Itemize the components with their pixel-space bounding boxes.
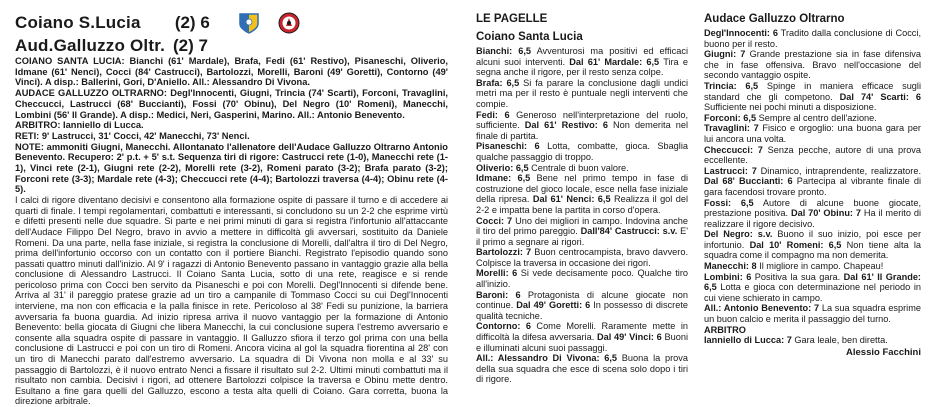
rating-entry <box>704 198 921 230</box>
rating-comment: Gara leale, ben diretta. <box>791 335 888 346</box>
rating-player: Cocci: 7 <box>476 215 513 226</box>
rating-comment: Protagonista di alcune giocate non continue. <box>476 289 688 311</box>
rating-entry <box>476 163 688 174</box>
rating-sub-comment: Tira e segna anche il rigore, per il resto senza colpe. <box>476 56 688 78</box>
rating-entry <box>704 113 921 124</box>
rating-comment: Avventurosi ma positivi ed efficaci alcuni suoi interventi. <box>476 46 688 67</box>
rating-player: Trincia: 6,5 <box>704 80 759 91</box>
rating-sub-comment: Non tiene alta la squadra come il compagno ma non demerita. <box>704 239 921 261</box>
rating-comment: Buono il suo inizio, poi esce per infortunio. <box>704 229 922 250</box>
ratings-home-column <box>476 13 688 398</box>
rating-entry <box>704 81 921 113</box>
rating-entry <box>704 229 921 261</box>
rating-entry <box>476 141 688 162</box>
referee-label: ARBITRO: <box>15 120 61 131</box>
rating-comment: La sua squadra esprime un buon calcio e merita il passaggio del turno. <box>704 303 921 325</box>
rating-sub-player: Dal 49' Goretti: 6 <box>516 300 591 311</box>
rating-player: Pisaneschi: 6 <box>476 141 540 152</box>
rating-entry <box>704 123 921 144</box>
rating-comment: Si vede decisamente poco. Qualche tiro all'inizio. <box>476 268 688 290</box>
rating-sub-player: Dal 70' Obinu: 7 <box>790 208 861 219</box>
rating-player: All.: Antonio Benevento: 7 <box>704 303 820 314</box>
rating-comment: Senza pecche, autore di una prova eccellente. <box>704 144 922 166</box>
rating-player: Manecchi: 8 <box>704 261 757 272</box>
rating-comment: Tradito dalla conclusione di Cocci, buono per il resto. <box>704 28 921 49</box>
rating-sub-player: Dal 61' Nenci: 6,5 <box>532 194 611 205</box>
rating-player: Del Negro: s.v. <box>704 229 773 240</box>
rating-comment: Uno dei migliori in campo. Indovina anche il tiro del primo pareggio. <box>476 215 688 237</box>
rating-entry <box>704 303 921 324</box>
rating-player: All.: Alessandro Di Vivona: 6,5 <box>476 353 618 364</box>
rating-entry <box>704 166 921 198</box>
rating-player: Morelli: 6 <box>476 268 518 279</box>
rating-sub-player: Dal 61' Il Grande: 6,5 <box>704 271 921 293</box>
rating-comment: Si fa parare la conclusione dagli undici metri ma per il resto è puntuale negli interventi che compie. <box>476 77 688 109</box>
rating-player: Fedi: 6 <box>476 109 510 120</box>
lineup-home-label: COIANO SANTA LUCIA: <box>15 56 125 66</box>
rating-player: Bartolozzi: 7 <box>476 247 532 258</box>
rating-player: Oliverio: 6,5 <box>476 162 529 173</box>
galluzzo-crest-icon <box>278 12 300 34</box>
rating-sub-player: Dal 74' Scarti: 6 <box>839 91 921 102</box>
ratings-away-team: Audace Galluzzo Oltrarno <box>704 13 845 25</box>
rating-comment: Centrale di buon valore. <box>528 162 629 173</box>
rating-comment: Il migliore in campo. Chapeau! <box>756 261 884 272</box>
goals-text: 9' Lastrucci, 31' Cocci, 42' Manecchi, 73' Nenci. <box>39 130 250 141</box>
rating-comment: Come Morelli. Raramente mette in difficoltà la difesa avversaria. <box>476 321 688 343</box>
rating-sub-comment: Buoni e illuminati alcuni suoi passaggi. <box>476 332 688 353</box>
rating-entry <box>704 325 921 336</box>
rating-entry <box>704 335 921 346</box>
rating-sub-player: Dal 61' Restivo: 6 <box>524 120 608 131</box>
referee-name: Ianniello di Lucca. <box>60 120 144 131</box>
rating-comment: Bene nel primo tempo in fase di costruzione del gioco locale, esce nella fase iniziale della ripresa. <box>476 173 688 205</box>
ratings-away-list <box>704 28 921 346</box>
rating-sub-comment: Realizza il gol del 2-2 e impatta bene la partita in corso d'opera. <box>476 194 688 215</box>
team2-score: (2) 7 <box>173 36 208 55</box>
rating-entry <box>476 268 688 289</box>
lineup-away <box>15 88 448 120</box>
rating-sub-player: Dal 68' Buccianti: 6 <box>704 176 793 187</box>
ratings-home-list <box>476 46 688 385</box>
ratings-home-team: Coiano Santa Lucia <box>476 31 583 43</box>
match-report <box>15 10 448 407</box>
rating-sub-comment: Ha il merito di realizzare il rigore decisivo. <box>704 208 921 229</box>
rating-entry <box>476 46 688 78</box>
rating-entry <box>476 290 688 322</box>
team2-header <box>15 36 448 56</box>
ratings-title: LE PAGELLE <box>476 13 548 25</box>
rating-entry <box>476 78 688 110</box>
rating-player: Lombini: 6 <box>704 271 752 282</box>
rating-player: Travaglini: 7 <box>704 123 759 134</box>
rating-entry <box>476 321 688 353</box>
rating-comment: Autore di alcune buone giocate, prestazione positiva. <box>704 197 921 219</box>
team1-name: Coiano S.Lucia <box>15 13 141 32</box>
rating-sub-player: Dal 61' Mardale: 6,5 <box>569 56 660 67</box>
lineup-away-label: AUDACE GALLUZZO OLTRARNO: <box>15 88 168 99</box>
rating-sub-player: Dall'84' Castrucci: s.v. <box>580 226 678 237</box>
rating-sub-comment: Sufficiente nei pochi minuti a disposizione. <box>704 102 877 113</box>
lineup-home <box>15 56 448 88</box>
rating-entry <box>704 261 921 272</box>
rating-player: Giugni: 7 <box>704 49 746 60</box>
rating-player: Bianchi: 6,5 <box>476 46 532 56</box>
rating-entry <box>476 216 688 248</box>
rating-sub-comment: E' il primo a segnare ai rigori. <box>476 226 689 247</box>
rating-player: Lastrucci: 7 <box>704 165 757 176</box>
rating-entry <box>476 247 688 268</box>
lineup-home-text: Bianchi (61' Mardale), Brafa, Fedi (61' Restivo), Pisaneschi, Oliverio, Idmane (61' Nenci), Cocci (84' Castrucci), Bartolozzi, Morelli, Baroni (49' Goretti), Contorno (49' Vinci). A disp.: Ballerini, Gori, D'Aniello. All.: Alessandro Di Vivona. <box>15 56 448 88</box>
rating-player: Baroni: 6 <box>476 289 521 300</box>
rating-entry <box>476 353 688 385</box>
notes-label: NOTE: <box>15 141 44 152</box>
rating-sub-comment: Non demerita nel finale di partita. <box>476 120 688 141</box>
notes-line <box>15 142 448 196</box>
notes-text: ammoniti Giugni, Manecchi. Allontanato l'allenatore dell'Audace Galluzzo Oltrarno Antonio Benevento. Recupero: 2' p.t. + 5' s.t. Sequenza tiri di rigore: Castrucci rete (1-0), Manecchi rete (1-1), Vinci rete (2-1), Giugni rete (2-2), Morelli rete (3-2), Romeni parato (3-2); Brafa parato (3-2); Forconi rete (3-3); Mardale rete (4-3); Checcucci rete (4-4); Bartolozzi traversa (4-4); Obinu rete (4-5). <box>15 141 448 195</box>
crests <box>238 12 300 34</box>
rating-sub-player: Dal 10' Romeni: 6,5 <box>749 239 842 250</box>
rating-comment: Buon centrocampista, bravo davvero. Colpisce la traversa in occasione dei rigori. <box>476 247 688 268</box>
rating-player: Forconi: 6,5 <box>704 112 757 123</box>
rating-comment: Fisico e orgoglio: una buona gara per lui ancora una volta. <box>704 123 921 144</box>
rating-player: Degl'Innocenti: 6 <box>704 28 778 38</box>
goals-label: RETI: <box>15 130 40 141</box>
rating-entry <box>704 145 921 166</box>
rating-player: Contorno: 6 <box>476 321 531 332</box>
rating-comment: Dinamico, intraprendente, realizzatore. <box>756 165 921 176</box>
ratings-away-column <box>704 13 921 398</box>
rating-comment: Generoso nell'interpretazione del ruolo, sufficiente. <box>476 109 688 131</box>
rating-player: ARBITRO <box>704 324 746 335</box>
coiano-crest-icon <box>238 12 260 34</box>
rating-comment: Buona la prova della sua squadra che esce di scena solo dopo i tiri di rigore. <box>476 353 688 385</box>
team1-score: (2) 6 <box>174 13 210 32</box>
rating-player: Idmane: 6,5 <box>476 173 531 184</box>
rating-player: Ianniello di Lucca: 7 <box>704 335 792 346</box>
lineup-away-text: Degl'Innocenti, Giugni, Trincia (74' Scarti), Forconi, Travaglini, Checcucci, Lastrucci (68' Buccianti), Fossi (70' Obinu), Del Negro (10' Romeni), Manecchi, Lombini (56' Il Grande). A disp.: Medici, Neri, Gasperini, Marino. All.: Antonio Benevento. <box>15 88 448 120</box>
rating-comment: Grande prestazione sia in fase difensiva che in fase offensiva. Bravo nell'occasione del secondo vantaggio ospite. <box>704 49 922 81</box>
rating-entry <box>476 173 688 215</box>
referee-line <box>15 120 448 131</box>
team1-header <box>15 10 448 36</box>
rating-comment: Positiva la sua gara. <box>751 271 844 282</box>
rating-entry <box>704 28 921 49</box>
rating-comment: Spinge in maniera efficace sugli standard che gli competono. <box>704 80 921 102</box>
rating-entry <box>476 110 688 142</box>
rating-entry <box>704 49 921 81</box>
goals-line <box>15 131 448 142</box>
rating-player: Checcucci: 7 <box>704 144 763 155</box>
rating-sub-comment: Lotta e gioca con determinazione nel periodo in cui viene schierato in campo. <box>704 282 921 303</box>
team2-name: Aud.Galluzzo Oltr. <box>15 36 165 55</box>
rating-entry <box>704 272 921 304</box>
rating-comment: Lotta, combatte, gioca. Sbaglia qualche passaggio di troppo. <box>476 141 688 162</box>
rating-sub-comment: In possesso di discrete qualità tecniche. <box>476 300 688 321</box>
report-body: I calci di rigore diventano decisivi e consentono alla formazione ospite di passare il turno e di accedere ai quarti di finale. I tempi regolamentari, combattuti e interessanti, si concludono su un 2-2 che esprime virtù e difetti presenti nelle due squadre. Si parte e nei primi minuti di gara si registra l'infortunio all'attaccante dell'Audace Filippo Del Negro, bravo in avvio a mettere in difficoltà gli avversari, sostituito da Daniele Romeni. Da una parte, nella fase iniziale, si registra la conclusione di Morelli, dall'altra il tiro di Del Negro, prima dell'infortunio occorso con un contatto con il portiere Bianchi. Registrato l'episodio quando sono passati quattro minuti dall'inizio. Al 9' i ragazzi di Antonio Benevento passano in vantaggio grazie alla bella conclusione di Alessandro Lastrucci. Il Coiano Santa Lucia, sotto di una rete, reagisce e si rende pericoloso prima con Cocci ben servito da Pisaneschi e poi con Morelli. Degl'Innocenti si difende bene. Arriva al 31' il pareggio pratese grazie ad un tiro a campanile di Tommaso Cocci su cui Degl'Innocenti interviene, ma non con efficacia e la palla finisce in rete. Pericoloso al 38' Fedi su punizione, la barriera avversaria fa buona guardia. Ad inizio ripresa arriva il nuovo vantaggio per la formazione di Antonio Benevento: bella giocata di Giugni che libera Manecchi, la cui conclusione supera l'estremo avversario e consente alla squadra ospite di passare in vantaggio. Il Galluzzo sfiora il terzo gol prima con una bella conclusione di Lastrucci e poi con un tiro di Romeni. Ancora vicina al gol la squadra fiorentina al 28' con un tiro di Manecchi parato dall'estremo avversario. La squadra di Di Vivona non molla e al 33' su passaggio di Bartolozzi, è il nuovo entrato Nenci a fissare il risultato sul 2-2. Ultimi minuti combattuti ma il risultato non cambia. Decisivi i rigori, ad ottenere Bartolozzi colpisce la traversa e Obinu mette dentro. Esultano a fine gara quelli del Galluzzo, escono a testa alta quelli di Coiano. Gara corretta, buona la direzione arbitrale. <box>15 195 448 407</box>
rating-comment: Sempre al centro dell'azione. <box>756 112 877 123</box>
rating-sub-player: Dal 49' Vinci: 6 <box>596 332 662 343</box>
author-signature: Alessio Facchini <box>846 346 921 358</box>
rating-player: Brafa: 6,5 <box>476 77 520 88</box>
rating-player: Fossi: 6,5 <box>704 197 754 208</box>
rating-sub-comment: Partecipa al vibrante finale di gara facendosi trovare pronto. <box>704 176 921 197</box>
